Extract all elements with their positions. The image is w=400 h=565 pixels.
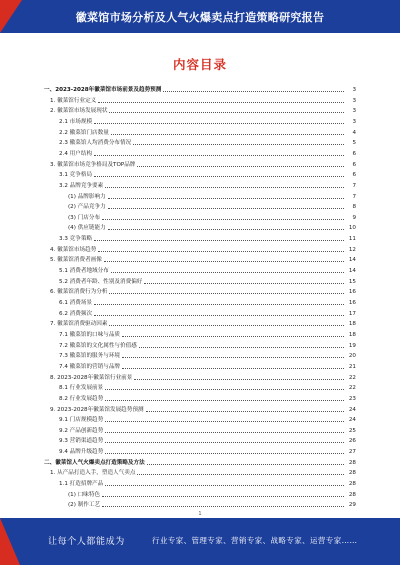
report-title: 徽菜馆市场分析及人气火爆卖点打造策略研究报告: [75, 11, 325, 24]
toc-leader-dots: [105, 453, 344, 454]
footer-roles: 行业专家、管理专家、营销专家、战略专家、运营专家……: [152, 536, 358, 545]
toc-leader-dots: [134, 379, 344, 380]
toc-entry-title: 一、2023-2028年徽菜馆市场前景及趋势预测: [44, 87, 162, 93]
toc-entry[interactable]: [44, 84, 356, 94]
toc-entry-page: 18: [348, 331, 356, 338]
toc-entry[interactable]: [44, 244, 356, 254]
toc-entry-page: 3: [352, 108, 356, 115]
toc-entry-page: 4: [352, 129, 356, 136]
toc-entry-page: 24: [348, 406, 356, 413]
toc-entry-title: 2.3 徽菜馆人均消费分布情况: [59, 140, 132, 147]
toc-entry[interactable]: [44, 222, 356, 232]
toc-leader-dots: [105, 187, 344, 188]
toc-entry-title: 6.1 消费场景: [59, 300, 93, 306]
toc-entry-page: 15: [348, 278, 356, 285]
toc-entry-page: 6: [352, 150, 356, 157]
toc-entry-title: (2) 产品竞争力: [68, 204, 106, 211]
toc-entry-title: 9.4 品牌升级趋势: [59, 449, 104, 456]
toc-entry[interactable]: [44, 425, 356, 435]
toc-entry-title: (3) 门店分布: [68, 214, 101, 221]
toc-entry-title: 9.1 门店规模趋势: [59, 417, 104, 424]
toc-entry[interactable]: [44, 191, 356, 201]
toc-entry[interactable]: [44, 169, 356, 179]
toc-leader-dots: [139, 347, 344, 348]
toc-entry-page: 28: [348, 459, 356, 466]
toc-entry[interactable]: [44, 478, 356, 488]
toc-leader-dots: [122, 368, 344, 369]
toc-entry-title: 5.1 消费者地域分布: [59, 268, 109, 275]
toc-entry[interactable]: [44, 276, 356, 286]
report-header-bar: [0, 0, 400, 33]
toc-entry-title: (1) 口味特色: [68, 491, 101, 498]
toc-entry-title: 1. 徽菜馆行业定义: [50, 97, 97, 104]
toc-heading: 内容目录: [172, 57, 227, 72]
toc-entry[interactable]: [44, 404, 356, 414]
toc-leader-dots: [105, 389, 344, 390]
toc-entry-page: 28: [348, 481, 356, 488]
toc-entry[interactable]: [44, 414, 356, 424]
toc-entry[interactable]: [44, 446, 356, 456]
toc-entry-page: 6: [352, 161, 356, 168]
toc-leader-dots: [108, 208, 344, 209]
toc-entry[interactable]: [44, 308, 356, 318]
toc-entry-title: 5. 徽菜馆消费者画像: [50, 257, 102, 264]
toc-entry-title: 7.4 徽菜馆的营销与品牌: [59, 363, 121, 370]
toc-entry-page: 8: [352, 204, 356, 211]
toc-leader-dots: [94, 155, 344, 156]
toc-entry-page: 25: [348, 427, 356, 434]
toc-leader-dots: [144, 283, 344, 284]
toc-entry[interactable]: [44, 297, 356, 307]
toc-leader-dots: [105, 442, 344, 443]
toc-entry-page: 5: [352, 140, 356, 147]
page-number: 1: [198, 511, 202, 517]
toc-entry-title: (1) 品牌影响力: [68, 193, 106, 200]
toc-leader-dots: [122, 357, 344, 358]
toc-entry[interactable]: [44, 212, 356, 222]
toc-entry[interactable]: [44, 350, 356, 360]
toc-entry-title: 7.1 徽菜馆的口味与品质: [59, 331, 121, 338]
toc-leader-dots: [109, 112, 344, 113]
toc-entry-page: 9: [352, 214, 356, 221]
toc-entry-page: 3: [352, 97, 356, 104]
toc-entry-title: 2.1 市场规模: [59, 118, 93, 125]
toc-entry[interactable]: [44, 457, 356, 467]
toc-entry-title: 6. 徽菜馆消费行为分析: [50, 289, 108, 296]
toc-entry-page: 3: [352, 118, 356, 125]
toc-entry-title: 3.1 竞争格局: [59, 172, 93, 179]
toc-entry[interactable]: [44, 159, 356, 169]
toc-entry-page: 10: [348, 225, 356, 232]
toc-entry[interactable]: [44, 286, 356, 296]
toc-entry[interactable]: [44, 382, 356, 392]
toc-entry[interactable]: [44, 467, 356, 477]
toc-leader-dots: [102, 219, 344, 220]
toc-entry-page: 3: [352, 87, 356, 93]
toc-leader-dots: [133, 144, 344, 145]
toc-leader-dots: [94, 176, 344, 177]
toc-entry-title: 3.2 品牌竞争要素: [59, 182, 104, 189]
toc-entry-title: 1.1 打造招牌产品: [59, 481, 104, 488]
toc-entry[interactable]: [44, 127, 356, 137]
toc-entry[interactable]: [44, 372, 356, 382]
toc-entry-page: 24: [348, 417, 356, 424]
toc-leader-dots: [102, 506, 344, 507]
toc-leader-dots: [105, 400, 344, 401]
toc-entry-title: 9. 2023-2028年徽菜馆发展趋势预测: [50, 406, 144, 413]
toc-entry[interactable]: [44, 340, 356, 350]
toc-entry[interactable]: [44, 137, 356, 147]
toc-entry-page: 16: [348, 289, 356, 296]
toc-entry-page: 27: [348, 449, 356, 456]
toc-entry-title: 3. 徽菜馆市场竞争格局及TOP品牌: [50, 161, 136, 168]
toc-entry-page: 11: [348, 236, 356, 243]
toc-entry[interactable]: [44, 95, 356, 105]
toc-leader-dots: [122, 336, 344, 337]
toc-entry[interactable]: [44, 201, 356, 211]
toc-entry-title: 1. 从产品打造入手，塑造人气卖点: [50, 470, 136, 477]
toc-entry-page: 26: [348, 438, 356, 445]
toc-entry-title: 8. 2023-2028年徽菜馆行业前景: [50, 374, 133, 381]
toc-entry-title: 4. 徽菜馆市场趋势: [50, 246, 97, 253]
toc-leader-dots: [108, 198, 344, 199]
toc-entry-title: 8.2 行业发展趋势: [59, 395, 104, 402]
toc-entry-title: 2. 徽菜馆市场发展现状: [50, 108, 108, 115]
toc-entry-page: 14: [348, 257, 356, 264]
toc-leader-dots: [105, 485, 344, 486]
toc-entry-page: 16: [348, 300, 356, 306]
toc-entry-page: 22: [348, 374, 356, 381]
toc-leader-dots: [163, 91, 344, 92]
toc-leader-dots: [104, 261, 344, 262]
toc-entry-page: 18: [348, 321, 356, 328]
toc-leader-dots: [111, 134, 344, 135]
toc-leader-dots: [111, 272, 344, 273]
toc-entry-title: 2.4 用户结构: [59, 150, 93, 157]
footer-red-accent: [0, 518, 20, 565]
toc-entry-title: 7. 徽菜馆消费驱动因素: [50, 321, 108, 328]
toc-leader-dots: [98, 251, 344, 252]
toc-entry[interactable]: [44, 233, 356, 243]
toc-entry[interactable]: [44, 180, 356, 190]
toc-entry-page: 6: [352, 172, 356, 179]
toc-entry[interactable]: [44, 361, 356, 371]
toc-leader-dots: [108, 229, 344, 230]
toc-entry-page: 28: [348, 491, 356, 498]
toc-entry[interactable]: [44, 329, 356, 339]
toc-entry-page: 21: [348, 363, 356, 370]
toc-leader-dots: [109, 325, 344, 326]
toc-entry[interactable]: [44, 116, 356, 126]
toc-entry-title: 9.3 营销渠道趋势: [59, 438, 104, 445]
toc-entry-page: 7: [352, 193, 356, 200]
toc-entry[interactable]: [44, 105, 356, 115]
toc-leader-dots: [105, 432, 344, 433]
toc-leader-dots: [94, 123, 344, 124]
table-of-contents: [44, 84, 356, 512]
toc-entry-title: (4) 供应链能力: [68, 225, 106, 232]
toc-leader-dots: [147, 464, 344, 465]
toc-leader-dots: [98, 102, 344, 103]
toc-entry-page: 14: [348, 268, 356, 275]
toc-entry-title: 7.3 徽菜馆的服务与环境: [59, 353, 121, 360]
toc-entry-page: 29: [348, 502, 356, 509]
toc-entry-page: 19: [348, 342, 356, 349]
toc-entry-page: 17: [348, 310, 356, 317]
toc-entry-title: (2) 制作工艺: [68, 502, 101, 509]
toc-leader-dots: [137, 474, 344, 475]
toc-entry-title: 3.3 竞争策略: [59, 236, 93, 243]
toc-entry-page: 7: [352, 182, 356, 189]
toc-entry[interactable]: [44, 265, 356, 275]
toc-leader-dots: [94, 315, 344, 316]
toc-entry-page: 22: [348, 385, 356, 392]
toc-entry-title: 5.2 消费者年龄、性别及消费偏好: [59, 278, 143, 285]
toc-leader-dots: [102, 496, 344, 497]
toc-entry-page: 20: [348, 353, 356, 360]
toc-entry[interactable]: [44, 318, 356, 328]
toc-leader-dots: [109, 293, 344, 294]
toc-entry-page: 23: [348, 395, 356, 402]
report-footer-bar: [0, 518, 400, 565]
footer-slogan: 让每个人都能成为: [48, 537, 125, 547]
toc-leader-dots: [146, 411, 344, 412]
toc-entry[interactable]: [44, 499, 356, 509]
toc-entry-page: 12: [348, 246, 356, 253]
toc-leader-dots: [105, 421, 344, 422]
toc-leader-dots: [94, 304, 344, 305]
toc-leader-dots: [94, 240, 344, 241]
toc-entry-page: 28: [348, 470, 356, 477]
toc-entry-title: 7.2 徽菜馆的文化属性与价值感: [59, 342, 137, 349]
toc-entry[interactable]: [44, 254, 356, 264]
toc-entry[interactable]: [44, 435, 356, 445]
toc-entry[interactable]: [44, 148, 356, 158]
toc-entry-title: 2.2 徽菜馆门店数量: [59, 129, 109, 136]
toc-entry-title: 9.2 产品创新趋势: [59, 427, 104, 434]
toc-entry[interactable]: [44, 489, 356, 499]
toc-entry[interactable]: [44, 393, 356, 403]
toc-entry-title: 8.1 行业发展前景: [59, 385, 104, 392]
toc-entry-title: 二、徽菜馆人气火爆卖点打造策略及方法: [44, 459, 145, 466]
toc-entry-title: 6.2 消费频次: [59, 310, 93, 317]
toc-leader-dots: [137, 166, 344, 167]
